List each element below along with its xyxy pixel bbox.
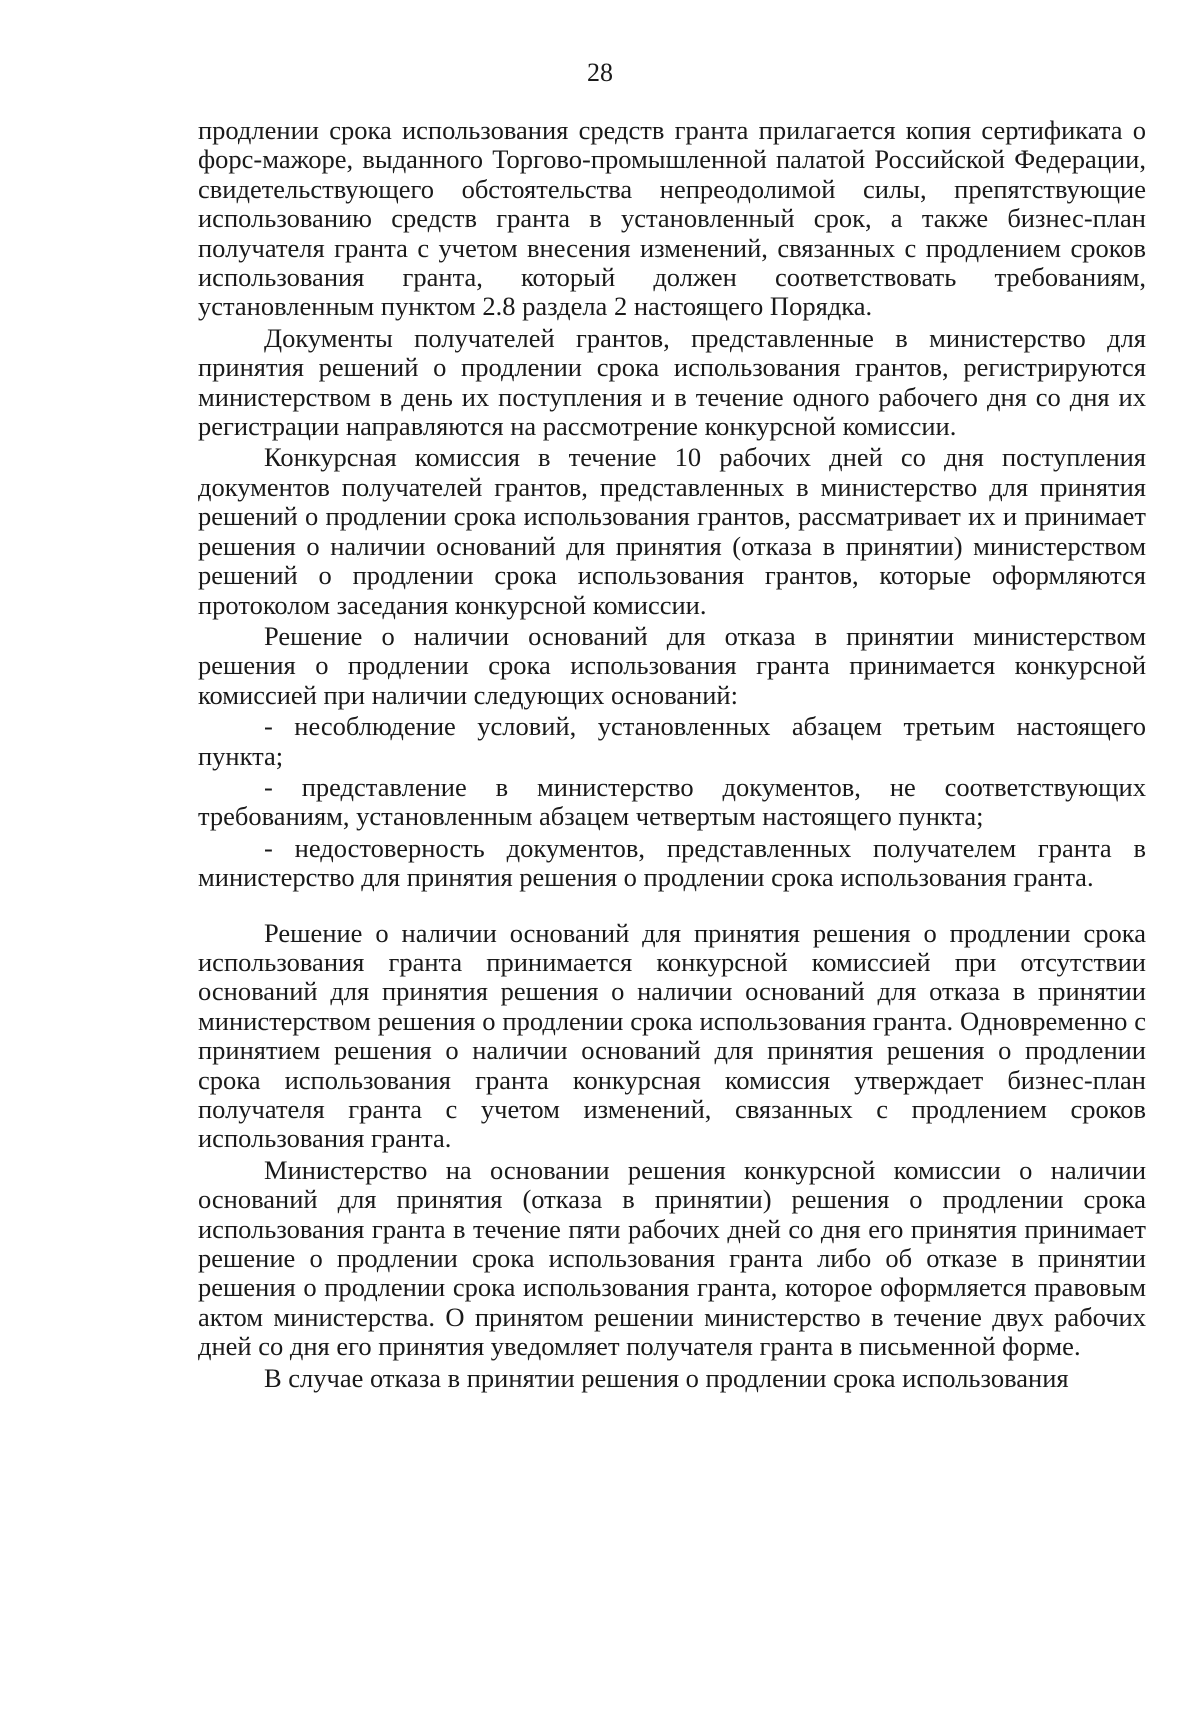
page-number: 28 — [587, 58, 613, 87]
list-item: - несоблюдение условий, установленных абзацем третьим настоящего пункта; — [198, 711, 1146, 771]
paragraph: Министерство на основании решения конкурсной комиссии о наличии оснований для принятия (отказа в принятии) решения о продлении срока использования гранта в течение пяти рабочих дней со дня его принятия принимает решение о продлении срока использования гранта либо об отказе в принятии решения о продлении срока использования гранта, которое оформляется правовым актом министерства. О принятом решении министерство в течение двух рабочих дней со дня его принятия уведомляет получателя гранта в письменной форме. — [198, 1154, 1146, 1362]
document-body — [198, 116, 1146, 1393]
paragraph-continuation: продлении срока использования средств гранта прилагается копия сертификата о форс-мажоре, выданного Торгово-промышленной палатой Российской Федерации, свидетельствующего обстоятельства непреодолимой силы, препятствующие использованию средств гранта в установленный срок, а также бизнес-план получателя гранта с учетом внесения изменений, связанных с продлением сроков использования гранта, который должен соответствовать требованиям, установленным пунктом 2.8 раздела 2 настоящего Порядка. — [198, 115, 1146, 322]
list-item: - недостоверность документов, представленных получателем гранта в министерство для принятия решения о продлении срока использования гранта. — [198, 832, 1146, 893]
list-item: - представление в министерство документов, не соответствующих требованиям, установленным абзацем четвертым настоящего пункта; — [198, 771, 1146, 832]
paragraph: Документы получателей грантов, представленные в министерство для принятия решений о продлении срока использования грантов, регистрируются министерством в день их поступления и в течение одного рабочего дня со дня их регистрации направляются на рассмотрение конкурсной комиссии. — [198, 322, 1146, 442]
paragraph: Решение о наличии оснований для отказа в принятии министерством решения о продлении срока использования гранта принимается конкурсной комиссией при наличии следующих оснований: — [198, 620, 1146, 710]
paragraph-final-line: В случае отказа в принятии решения о продлении срока использования — [264, 1362, 1069, 1393]
paragraph: Решение о наличии оснований для принятия решения о продлении срока использования гранта принимается конкурсной комиссией при отсутствии оснований для принятия решения о наличии оснований для отказа в принятии министерством решения о продлении срока использования гранта. Одновременно с принятием решения о наличии оснований для принятия решения о продлении срока использования гранта конкурсная комиссия утверждает бизнес-план получателя гранта с учетом изменений, связанных с продлением сроков использования гранта. — [198, 917, 1146, 1154]
paragraph: Конкурсная комиссия в течение 10 рабочих дней со дня поступления документов получателей грантов, представленных в министерство для принятия решений о продлении срока использования грантов, рассматривает их и принимает решения о наличии оснований для принятия (отказа в принятии) министерством решений о продлении срока использования грантов, которые оформляются протоколом заседания конкурсной комиссии. — [198, 442, 1146, 620]
